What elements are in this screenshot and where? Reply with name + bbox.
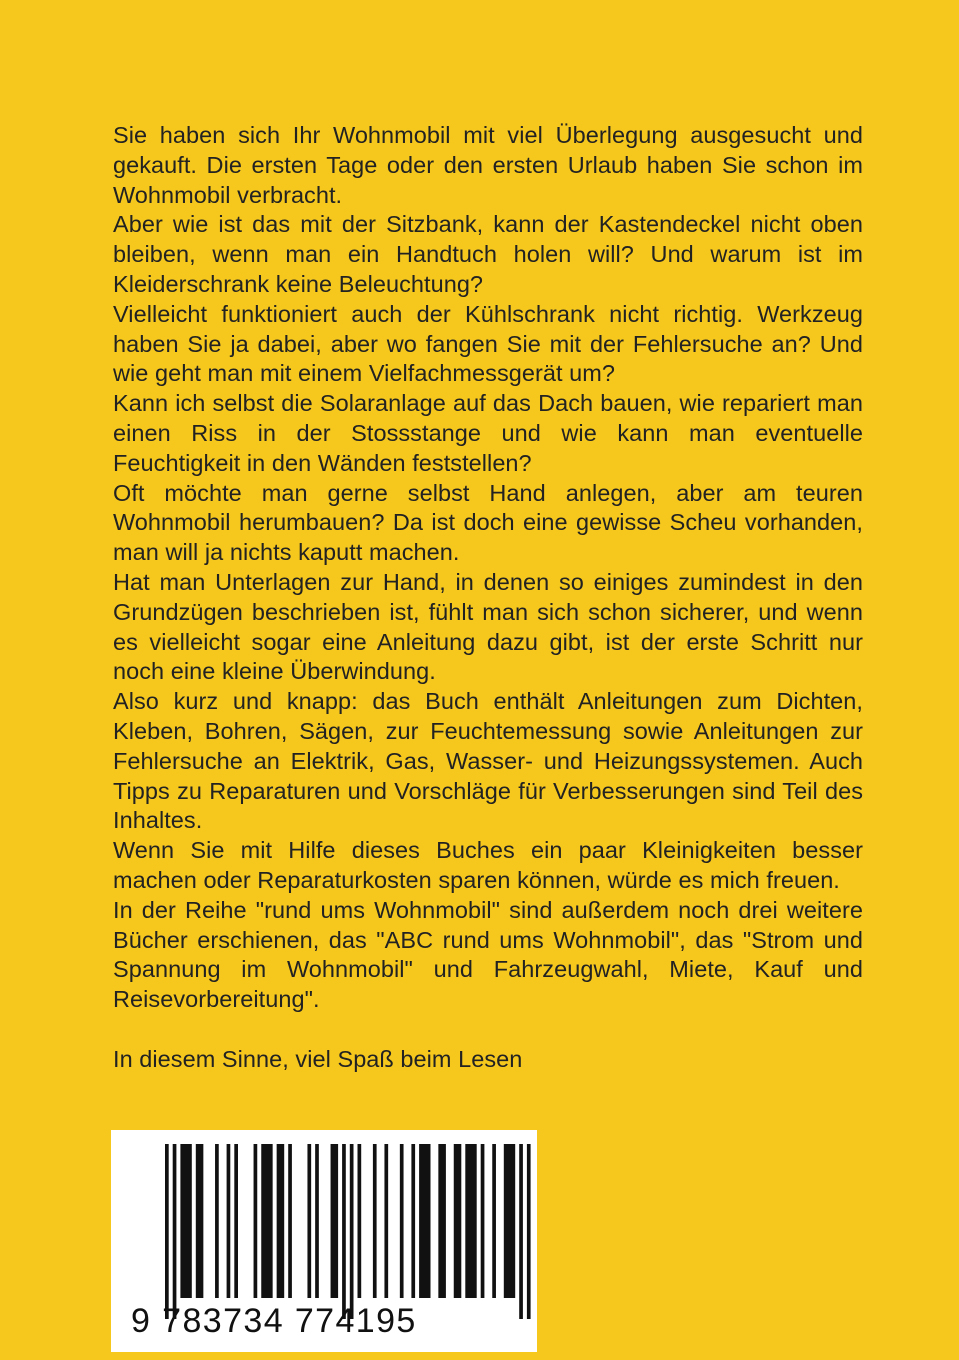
barcode-bar-22 xyxy=(438,1144,446,1298)
barcode-bar-23 xyxy=(454,1144,462,1298)
barcode-bar-21 xyxy=(419,1144,430,1298)
blurb-paragraph-3: Vielleicht funktioniert auch der Kühlschrank nicht richtig. Werkzeug haben Sie ja dabei, aber wo fangen Sie mit der Fehlersuche an? Und wie geht man mit einem Vielfachmessgerät um? xyxy=(113,300,863,387)
barcode-bar-29 xyxy=(527,1144,531,1319)
barcode-bar-14 xyxy=(342,1144,346,1319)
closing-line: In diesem Sinne, viel Spaß beim Lesen xyxy=(113,1045,523,1072)
barcode-bar-0 xyxy=(165,1144,169,1319)
barcode-bar-25 xyxy=(481,1144,485,1298)
blurb-paragraph-9: In der Reihe "rund ums Wohnmobil" sind außerdem noch drei weitere Bücher erschienen, das "ABC rund ums Wohnmobil", das "Strom und Spannung im Wohnmobil" und Fahrzeugwahl, Miete, Kauf und Reisevorbereitung". xyxy=(113,896,863,1013)
blurb-paragraph-5: Oft möchte man gerne selbst Hand anlegen, aber am teuren Wohnmobil herumbauen? Da ist doch eine gewisse Scheu vorhanden, man will ja nichts kaputt machen. xyxy=(113,479,863,566)
barcode-bar-26 xyxy=(492,1144,496,1298)
blurb-paragraph-6: Hat man Unterlagen zur Hand, in denen so einiges zumindest in den Grundzügen beschrieben ist, fühlt man sich schon sicherer, und wenn es vielleicht sogar eine Anleitung dazu gibt, ist der erste Schritt nur noch eine kleine Überwindung. xyxy=(113,568,863,685)
barcode-bar-17 xyxy=(373,1144,377,1298)
barcode-bar-16 xyxy=(358,1144,362,1298)
barcode-bar-20 xyxy=(411,1144,415,1298)
blurb-text xyxy=(113,121,863,1075)
barcode-bar-9 xyxy=(277,1144,285,1298)
barcode-bar-28 xyxy=(519,1144,523,1319)
barcode-bar-10 xyxy=(288,1144,292,1298)
barcode-bar-13 xyxy=(331,1144,339,1298)
blurb-paragraph-2: Aber wie ist das mit der Sitzbank, kann der Kastendeckel nicht oben bleiben, wenn man ein Handtuch holen will? Und warum ist im Kleiderschrank keine Beleuchtung? xyxy=(113,211,863,297)
barcode-bar-15 xyxy=(350,1144,354,1319)
blurb-paragraph-8: Wenn Sie mit Hilfe dieses Buches ein paar Kleinigkeiten besser machen oder Reparaturkosten sparen können, würde es mich freuen. xyxy=(113,837,863,893)
barcode-bar-4 xyxy=(215,1144,219,1298)
blurb-paragraph-4: Kann ich selbst die Solaranlage auf das Dach bauen, wie repariert man einen Riss in der Stossstange und wie kann man eventuelle Feuchtigkeit in den Wänden feststellen? xyxy=(113,390,863,476)
blurb-paragraph-7: Also kurz und knapp: das Buch enthält Anleitungen zum Dichten, Kleben, Bohren, Sägen, zur Feuchtemessung sowie Anleitungen zur Fehlersuche an Elektrik, Gas, Wasser- und Heizungssystemen. Auch Tipps zu Reparaturen und Vorschläge für Verbesserungen sind Teil des Inhaltes. xyxy=(113,688,863,834)
barcode-bar-27 xyxy=(504,1144,515,1298)
barcode-bar-8 xyxy=(261,1144,272,1298)
barcode-bar-12 xyxy=(315,1144,319,1298)
barcode-bar-3 xyxy=(196,1144,204,1298)
barcode-bar-5 xyxy=(227,1144,231,1298)
barcode-bar-2 xyxy=(180,1144,191,1298)
barcode-bar-6 xyxy=(234,1144,238,1298)
barcode-bar-18 xyxy=(384,1144,388,1298)
barcode-digits: 9 783734 774195 xyxy=(131,1302,417,1340)
barcode-bar-19 xyxy=(400,1144,404,1298)
barcode-bar-1 xyxy=(173,1144,177,1319)
barcode-bar-11 xyxy=(307,1144,311,1298)
barcode-bar-24 xyxy=(465,1144,476,1298)
isbn-barcode xyxy=(111,1130,537,1352)
barcode-bar-7 xyxy=(254,1144,258,1298)
blurb-paragraph-1: Sie haben sich Ihr Wohnmobil mit viel Überlegung ausgesucht und gekauft. Die ersten Tage oder den ersten Urlaub haben Sie schon im Wohnmobil verbracht. xyxy=(113,122,863,208)
